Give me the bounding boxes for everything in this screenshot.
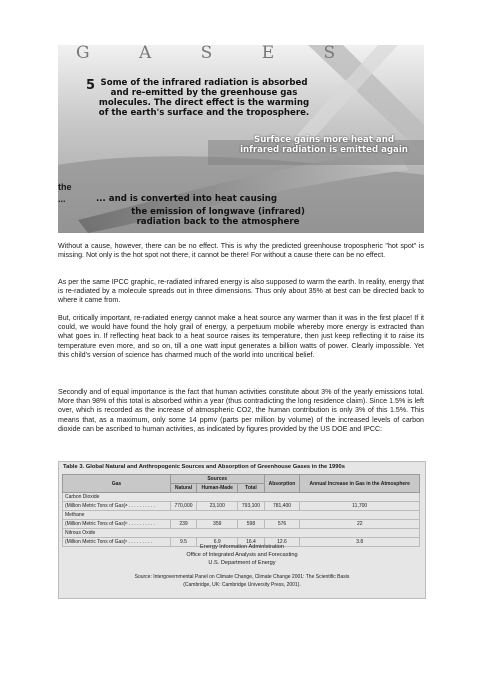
col-total: Total: [238, 484, 264, 493]
source-line-1: Source: Intergovernmental Panel on Climate Change, Climate Change 2001: The Scientific Basis: [134, 574, 350, 580]
col-natural: Natural: [170, 484, 196, 493]
caption-absorbed: Some of the infrared radiation is absorbed and re-emitted by the greenhouse gas molecules. The direct effect is the warming of the earth's surface and the troposphere.: [98, 78, 310, 118]
caption-converted: ... and is converted into heat causing: [96, 194, 278, 204]
col-group-sources: Sources: [170, 475, 264, 484]
row-label: Nitrous Oxide: [63, 529, 420, 538]
paragraph-human-activities: Secondly and of equal importance is the fact that human activities constitute about 3% of the yearly emissions total. More than 98% of this total is absorbed within a year (thus contradicting the long residence claim). Since 1.5% is left over, which is recorded as the increase of atmospheric CO2, the human contribution is only 3% of this 1.5%. This means that, as a maximum, only some 14 ppmv (parts per million by volume) of the increased levels of carbon dioxide can be ascribed to human activities, as indicated by figures provided by the US DOE and IPCC:: [58, 388, 424, 433]
row-unit: (Million Metric Tons of Gas)ᶜ . . . . . . . . .: [63, 538, 171, 547]
table-title: Table 3. Global Natural and Anthropogenic Sources and Absorption of Greenhouse Gases in the 1990s: [63, 464, 345, 470]
side-fragment-the: the: [58, 182, 72, 192]
greenhouse-figure: [58, 45, 424, 233]
table-row: [63, 511, 420, 520]
footer-office: Office of Integrated Analysis and Forecasting: [186, 552, 298, 558]
cell-natural: 770,000: [170, 502, 196, 511]
table-row: [63, 493, 420, 502]
table-row: [63, 520, 420, 529]
table-row: [63, 529, 420, 538]
paragraph-re-radiated: As per the same IPCC graphic, re-radiated infrared energy is also supposed to warm the earth. In reality, energy that is re-radiated by a molecule spreads out in three dimensions. Thus only about 35% at best can be directed back to where it came from.: [58, 278, 424, 305]
side-fragment-dots: ...: [58, 194, 66, 204]
step-number: 5: [86, 78, 96, 93]
cell-total: 793,100: [238, 502, 264, 511]
footer-eia: Energy Information Administration: [200, 544, 284, 550]
cell-annual-increase: 11,700: [300, 502, 420, 511]
row-unit: (Million Metric Tons of Gas)ᵃ . . . . . . . . . .: [63, 502, 171, 511]
emissions-table: [62, 474, 420, 547]
row-label: Methane: [63, 511, 420, 520]
cell-absorption: 12.6: [264, 538, 300, 547]
footer-doe: U.S. Department of Energy: [208, 560, 276, 566]
col-absorption: Absorption: [264, 475, 300, 493]
cell-natural: 239: [170, 520, 196, 529]
paragraph-no-effect: Without a cause, however, there can be no effect. This is why the predicted greenhouse tropospheric "hot spot" is missing. Not only is the hot spot not there, it cannot be there! For without a cause there can be no effect.: [58, 242, 424, 260]
caption-emission: the emission of longwave (infrared) radiation back to the atmosphere: [131, 207, 305, 227]
source-line-2: (Cambridge, UK: Cambridge University Press, 2001).: [183, 582, 301, 588]
table-row: [63, 502, 420, 511]
cell-natural: 9.5: [170, 538, 196, 547]
row-label: Carbon Dioxide: [63, 493, 420, 502]
cell-annual-increase: 3.8: [300, 538, 420, 547]
col-gas: Gas: [63, 475, 171, 493]
emissions-table-figure: [58, 461, 426, 599]
cell-absorption: 576: [264, 520, 300, 529]
caption-surface-gains: Surface gains more heat and infrared radiation is emitted again: [240, 135, 408, 155]
cell-total: 598: [238, 520, 264, 529]
paragraph-critically-important: But, critically important, re-radiated energy cannot make a heat source any warmer than it was in the first place! If it could, we would have found the holy grail of energy, a perpetuum mobile whereby more energy is extracted than what goes in. If reflecting heat back to a heat source raises its temperature, then just keep reflecting it to raise its temperature even more, and so on, till a one watt input generates a billion watts of power. Clearly impossible. Yet this child's version of science has charmed much of the world into uncritical belief.: [58, 314, 424, 359]
col-human-made: Human-Made: [197, 484, 238, 493]
cell-human-made: 23,100: [197, 502, 238, 511]
cell-human-made: 359: [197, 520, 238, 529]
cell-human-made: 6.9: [197, 538, 238, 547]
col-annual-increase: Annual Increase in Gas in the Atmosphere: [300, 475, 420, 493]
gases-label: G A S E S: [76, 45, 358, 63]
table-group-header-row: [63, 475, 420, 484]
cell-total: 16.4: [238, 538, 264, 547]
row-unit: (Million Metric Tons of Gas)ᵇ . . . . . . . . . .: [63, 520, 171, 529]
cell-absorption: 781,400: [264, 502, 300, 511]
cell-annual-increase: 22: [300, 520, 420, 529]
